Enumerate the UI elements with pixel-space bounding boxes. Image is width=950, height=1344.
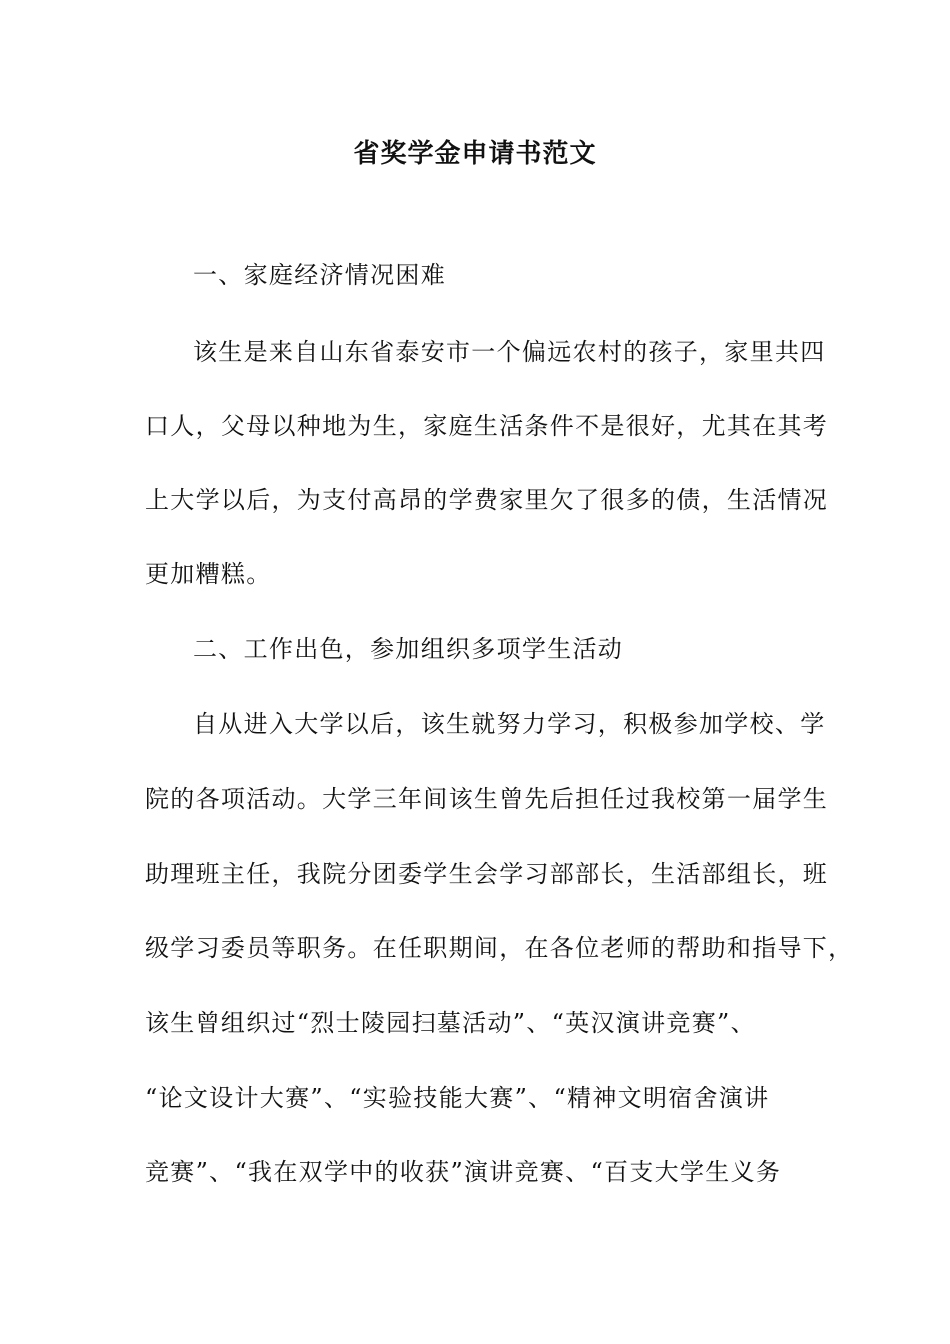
paragraph-line: 助理班主任，我院分团委学生会学习部部长，生活部组长，班 [145,860,829,888]
section-heading-1: 一、家庭经济情况困难 [193,261,446,289]
paragraph-line: 自从进入大学以后，该生就努力学习，积极参加学校、学 [193,710,826,738]
paragraph-line: 级学习委员等职务。在任职期间，在各位老师的帮助和指导下， [145,934,854,962]
paragraph-line: 口人，父母以种地为生，家庭生活条件不是很好，尤其在其考 [145,412,829,440]
paragraph-line: 更加糟糕。 [145,560,272,588]
paragraph-line: 该生是来自山东省泰安市一个偏远农村的孩子，家里共四 [193,338,826,366]
document-title: 省奖学金申请书范文 [353,139,597,169]
paragraph-line: 该生曾组织过“烈士陵园扫墓活动”、“英汉演讲竞赛”、 [145,1009,756,1037]
paragraph-line: 院的各项活动。大学三年间该生曾先后担任过我校第一届学生 [145,785,829,813]
section-heading-2: 二、工作出色，参加组织多项学生活动 [193,635,624,663]
paragraph-line: 竞赛”、“我在双学中的收获”演讲竞赛、“百支大学生义务 [145,1158,782,1186]
paragraph-line: 上大学以后，为支付高昂的学费家里欠了很多的债，生活情况 [145,486,829,514]
paragraph-line: “论文设计大赛”、“实验技能大赛”、“精神文明宿舍演讲 [145,1084,770,1112]
